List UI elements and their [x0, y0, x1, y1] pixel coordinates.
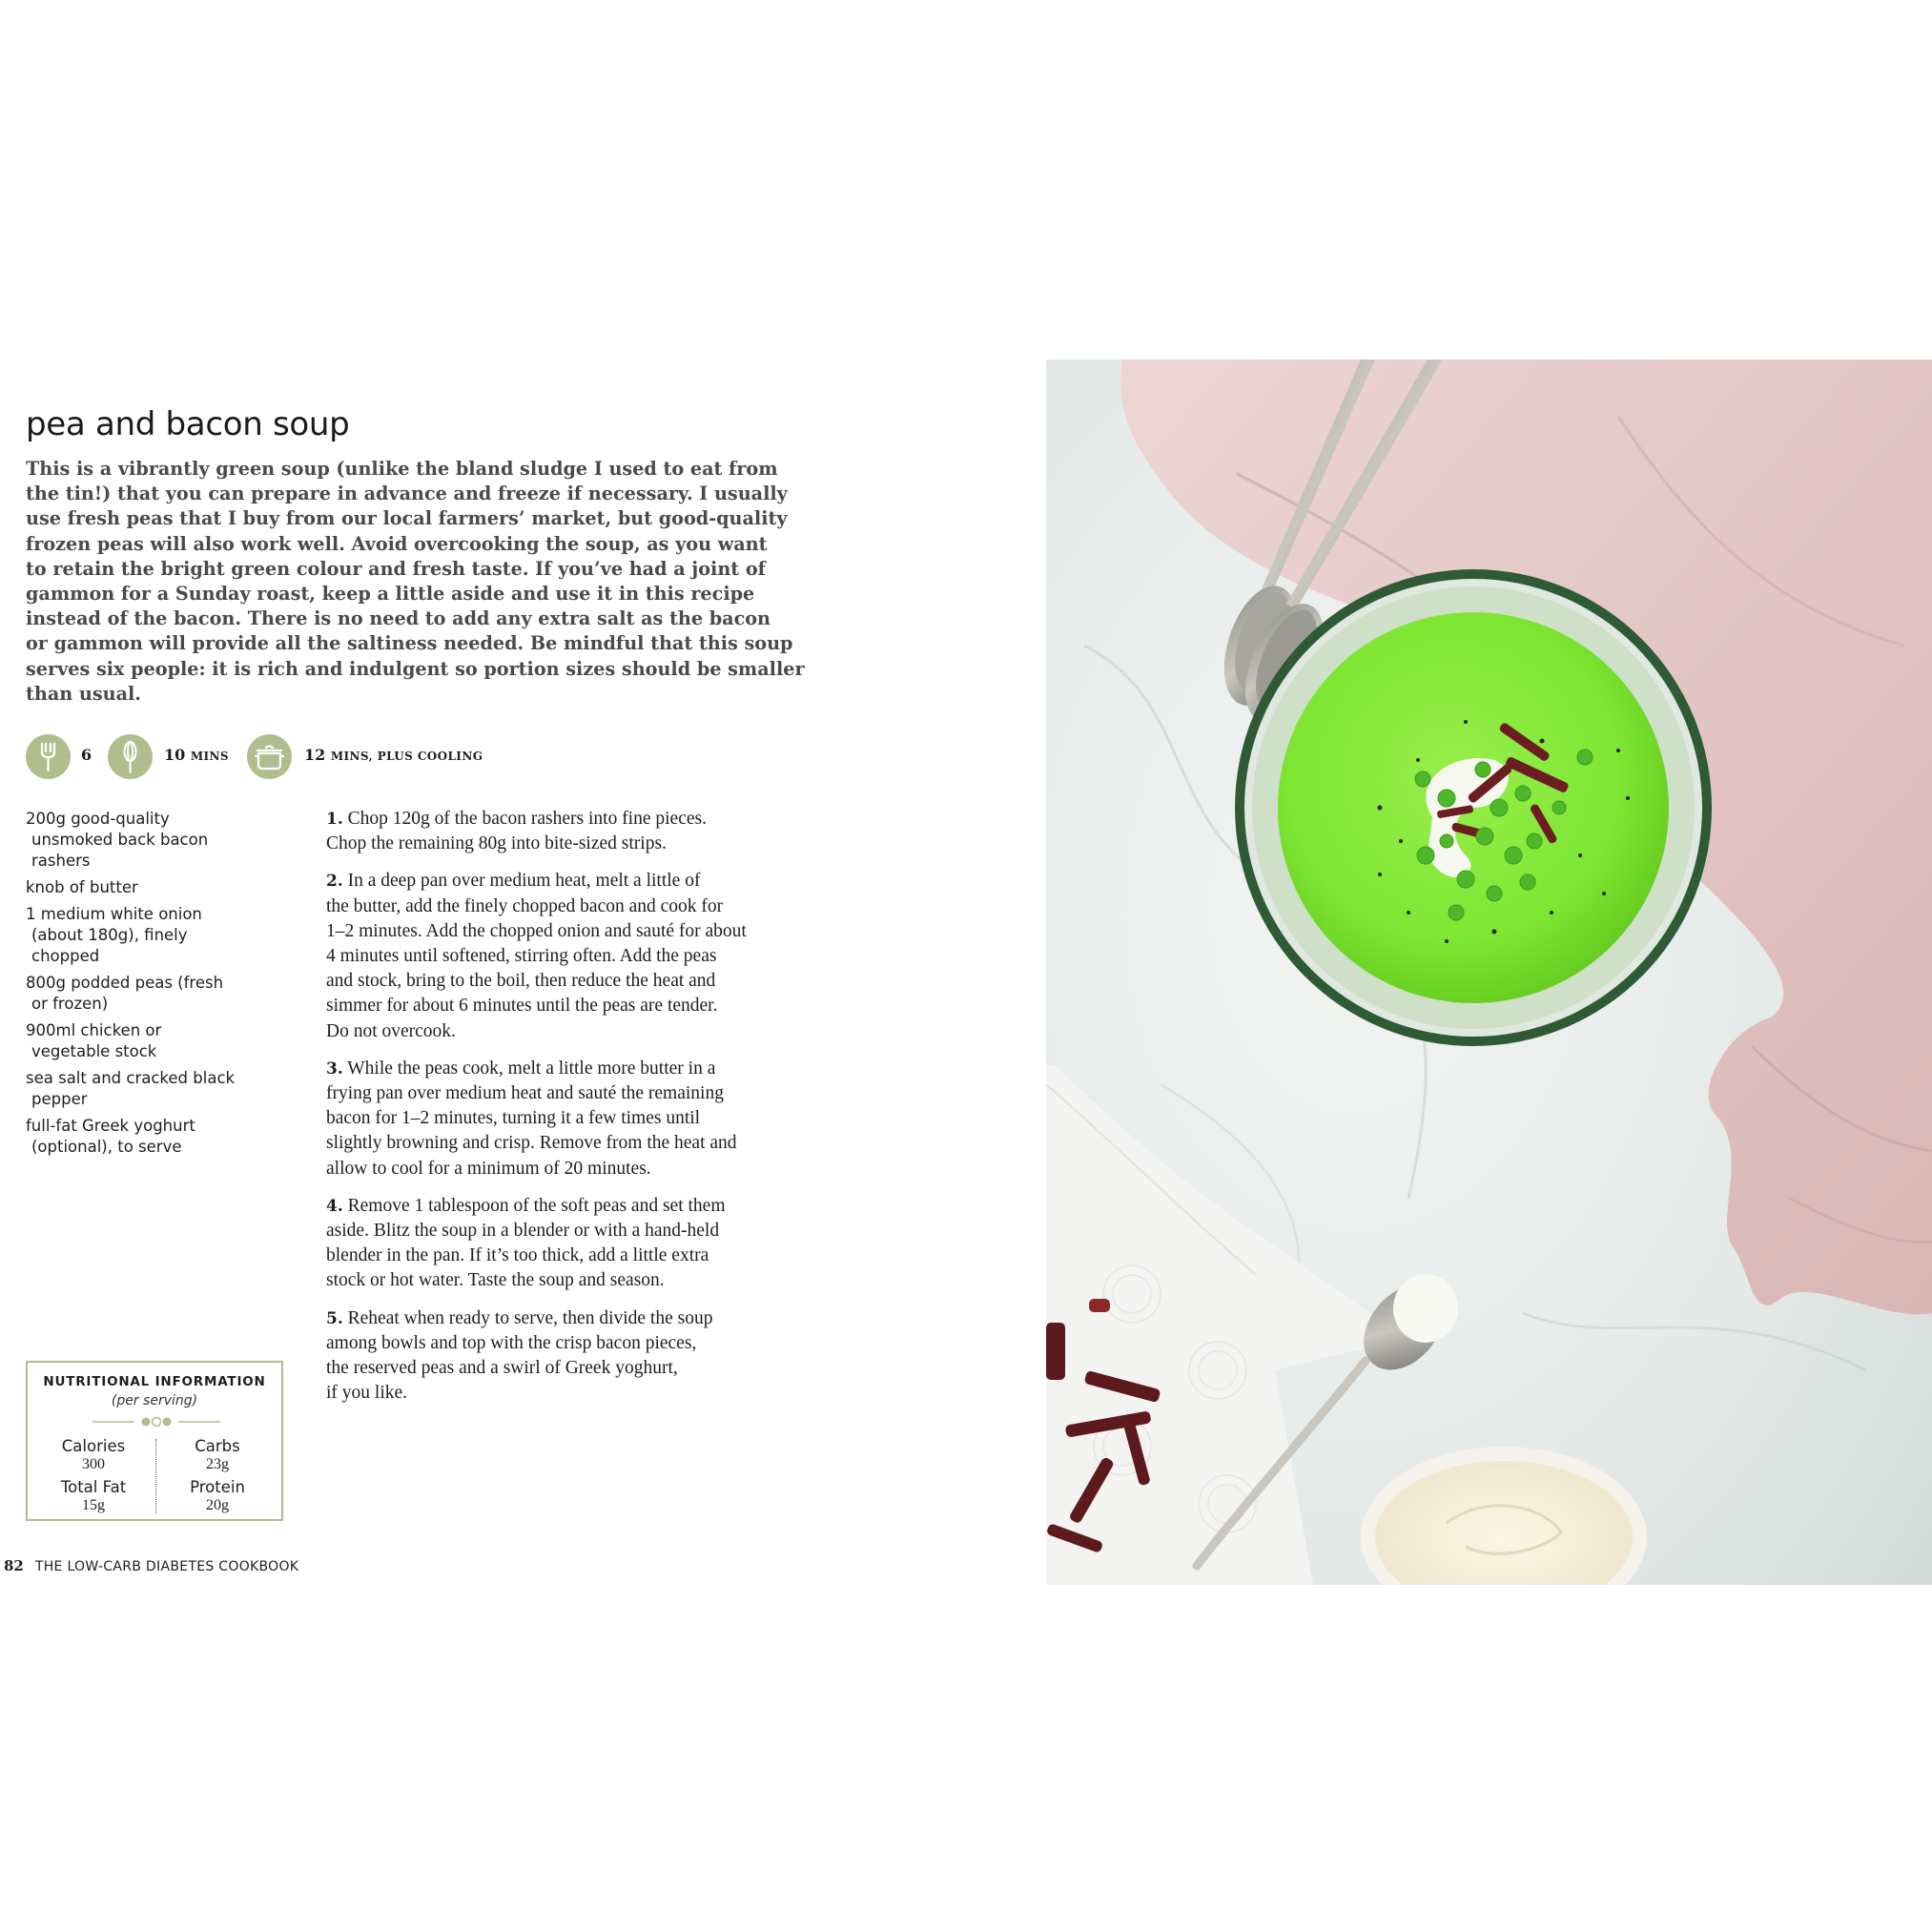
intro-line: This is a vibrantly green soup (unlike the bland sludge I used to eat from: [26, 458, 778, 480]
ingredient-line: 800g podded peas (fresh: [26, 974, 224, 992]
ornament-divider-icon: [92, 1414, 220, 1429]
step-number: 5.: [326, 1308, 343, 1328]
soup-photo: [1046, 360, 1932, 1585]
step-line: frying pan over medium heat and sauté the remaining: [326, 1083, 724, 1104]
ingredient-item: [26, 904, 312, 967]
method-step: [326, 1194, 841, 1294]
ingredient-item: [26, 809, 312, 872]
intro-line: instead of the bacon. There is no need to add any extra salt as the bacon: [26, 607, 771, 630]
intro-line: use fresh peas that I buy from our local farmers’ market, but good-quality: [26, 507, 788, 530]
book-title: THE LOW-CARB DIABETES COOKBOOK: [34, 1559, 299, 1574]
step-line: allow to cool for a minimum of 20 minutes.: [326, 1158, 651, 1179]
step-line: aside. Blitz the soup in a blender or with a hand-held: [326, 1221, 720, 1242]
nutrition-label: Carbs: [195, 1437, 240, 1455]
ingredient-line: (about 180g), finely: [31, 926, 188, 944]
ingredient-line: rashers: [31, 852, 91, 870]
step-line: Reheat when ready to serve, then divide the soup: [347, 1307, 713, 1328]
recipe-title: pea and bacon soup: [26, 405, 350, 443]
soup-photo-illustration: [1046, 360, 1932, 1585]
nutrition-heading: NUTRITIONAL INFORMATION: [43, 1374, 266, 1389]
ingredient-line: 200g good-quality: [26, 810, 170, 828]
nutrition-box: [26, 1361, 283, 1521]
nutrition-label: Calories: [61, 1437, 126, 1455]
nutrition-value: 300: [82, 1456, 105, 1472]
method-step: [326, 1306, 841, 1407]
ingredient-line: or frozen): [31, 995, 109, 1013]
step-number: 3.: [326, 1058, 343, 1079]
pot-icon: [247, 734, 292, 779]
intro-line: or gammon will provide all the saltiness needed. Be mindful that this soup: [26, 632, 793, 655]
step-line: Chop 120g of the bacon rashers into fine pieces.: [347, 809, 707, 829]
prep-time: [164, 746, 229, 764]
method-steps: [326, 807, 841, 1418]
nutrition-label: Protein: [190, 1478, 245, 1496]
intro-line: gammon for a Sunday roast, keep a little aside and use it in this recipe: [26, 583, 755, 606]
nutrition-carbs: [155, 1437, 279, 1473]
step-line: In a deep pan over medium heat, melt a little of: [347, 871, 701, 892]
step-line: the butter, add the finely chopped bacon and cook for: [326, 895, 724, 916]
nutrition-subheading: (per serving): [111, 1393, 198, 1408]
step-line: 1–2 minutes. Add the chopped onion and sauté for about: [326, 920, 747, 941]
prep-time-value: 10: [164, 746, 186, 764]
ingredient-item: [26, 1116, 312, 1158]
nutrition-value: 15g: [82, 1497, 105, 1513]
step-line: and stock, bring to the boil, then reduce the heat and: [326, 971, 716, 992]
cook-time: [304, 746, 483, 764]
step-line: 4 minutes until softened, stirring often. Add the peas: [326, 946, 717, 967]
nutrition-protein: [155, 1478, 279, 1514]
ingredient-line: 900ml chicken or: [26, 1021, 162, 1039]
method-step: [326, 869, 841, 1043]
recipe-meta-row: [26, 734, 598, 782]
cook-time-value: 12: [304, 746, 326, 764]
ingredient-item: [26, 973, 312, 1015]
step-line: among bowls and top with the crisp bacon pieces,: [326, 1332, 697, 1353]
step-line: Remove 1 tablespoon of the soft peas and set them: [347, 1195, 726, 1216]
step-line: if you like.: [326, 1383, 408, 1404]
step-number: 1.: [326, 810, 343, 829]
ingredient-item: [26, 1068, 312, 1110]
ingredient-line: pepper: [31, 1090, 88, 1108]
intro-line: to retain the bright green colour and fresh taste. If you’ve had a joint of: [26, 557, 766, 580]
intro-line: serves six people: it is rich and indulgent so portion sizes should be smaller: [26, 657, 805, 680]
ingredient-line: sea salt and cracked black: [26, 1069, 236, 1087]
page-footer: [4, 1557, 298, 1574]
step-line: simmer for about 6 minutes until the peas are tender.: [326, 996, 718, 1017]
nutrition-value: 20g: [206, 1497, 229, 1513]
ingredient-line: chopped: [31, 947, 100, 965]
recipe-intro: [26, 457, 805, 707]
step-line: blender in the pan. If it’s too thick, add a little extra: [326, 1245, 709, 1266]
step-number: 4.: [326, 1196, 343, 1216]
step-line: the reserved peas and a swirl of Greek yoghurt,: [326, 1358, 678, 1379]
ingredient-item: [26, 877, 312, 898]
whisk-icon: [108, 734, 153, 779]
step-line: Do not overcook.: [326, 1020, 456, 1041]
ingredient-line: vegetable stock: [31, 1042, 157, 1060]
ingredient-line: (optional), to serve: [31, 1138, 182, 1156]
nutrition-calories: [31, 1437, 155, 1473]
cook-time-unit: MINS, PLUS COOLING: [330, 750, 483, 763]
intro-line: than usual.: [26, 682, 141, 705]
step-number: 2.: [326, 872, 343, 892]
ingredients-list: [26, 809, 312, 1163]
ingredient-item: [26, 1020, 312, 1062]
method-step: [326, 1057, 841, 1182]
ingredient-line: full-fat Greek yoghurt: [26, 1117, 195, 1135]
step-line: slightly browning and crisp. Remove from the heat and: [326, 1133, 737, 1154]
ingredient-line: 1 medium white onion: [26, 905, 202, 923]
step-line: bacon for 1–2 minutes, turning it a few times until: [326, 1108, 701, 1129]
nutrition-total-fat: [31, 1478, 155, 1514]
intro-line: frozen peas will also work well. Avoid overcooking the soup, as you want: [26, 532, 768, 555]
step-line: Chop the remaining 80g into bite-sized strips.: [326, 833, 667, 854]
intro-line: the tin!) that you can prepare in advance and freeze if necessary. I usually: [26, 483, 788, 505]
step-line: stock or hot water. Taste the soup and season.: [326, 1270, 665, 1291]
fork-icon: [26, 734, 71, 779]
step-line: While the peas cook, melt a little more butter in a: [347, 1058, 716, 1079]
method-step: [326, 807, 841, 856]
nutrition-label: Total Fat: [60, 1478, 127, 1496]
prep-time-unit: MINS: [190, 750, 229, 763]
ingredient-line: unsmoked back bacon: [31, 831, 209, 849]
serves-value: 6: [81, 746, 92, 764]
page-number: 82: [4, 1557, 24, 1574]
ingredient-line: knob of butter: [26, 878, 138, 896]
nutrition-value: 23g: [206, 1456, 229, 1472]
